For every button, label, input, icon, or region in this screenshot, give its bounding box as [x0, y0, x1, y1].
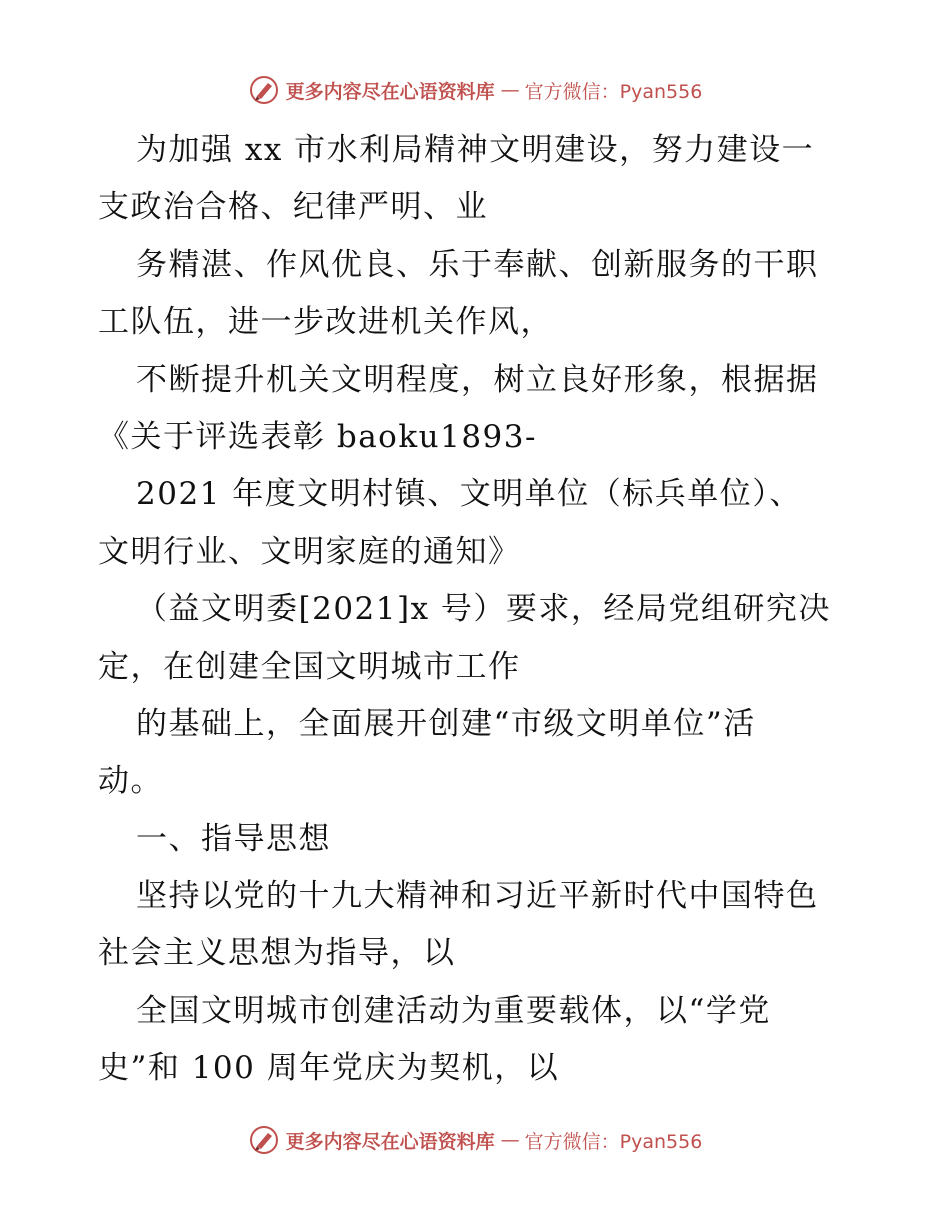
banner-brand: 更多内容尽在心语资料库 [285, 1130, 495, 1153]
footer-banner [0, 1120, 950, 1160]
text-line: 史”和 100 周年党庆为契机，以 [98, 1050, 560, 1087]
text-line: （益文明委[2021]x 号）要求，经局党组研究决 [136, 591, 831, 628]
banner-separator: — [500, 79, 519, 101]
banner-brand: 更多内容尽在心语资料库 [285, 80, 495, 103]
text-line: 定，在创建全国文明城市工作 [98, 648, 521, 685]
text-line: 的基础上，全面展开创建“市级文明单位”活 [136, 705, 756, 742]
text-line: 《关于评选表彰 baoku1893- [98, 418, 537, 455]
text-line: 为加强 xx 市水利局精神文明建设，努力建设一 [136, 132, 815, 168]
text-line: 工队伍，进一步改进机关作风， [98, 304, 553, 341]
document-body [98, 122, 858, 1098]
text-line: 社会主义思想为指导，以 [98, 935, 456, 972]
text-line: 动。 [98, 763, 163, 800]
pen-logo-icon [248, 1124, 280, 1156]
banner-contact: 官方微信：Pyan556 [524, 1130, 703, 1153]
text-line: 全国文明城市创建活动为重要载体，以“学党 [136, 992, 771, 1029]
section-heading: 一、指导思想 [136, 820, 331, 857]
text-line: 务精湛、作风优良、乐于奉献、创新服务的干职 [136, 246, 819, 283]
text-line: 2021 年度文明村镇、文明单位（标兵单位）、 [136, 476, 802, 513]
text-line: 坚持以党的十九大精神和习近平新时代中国特色 [136, 878, 819, 915]
text-line: 不断提升机关文明程度，树立良好形象，根据据 [136, 361, 819, 398]
text-line: 文明行业、文明家庭的通知》 [98, 533, 521, 570]
banner-separator: — [500, 1129, 519, 1151]
header-banner [0, 70, 950, 110]
banner-contact: 官方微信：Pyan556 [524, 80, 703, 103]
text-line: 支政治合格、纪律严明、业 [98, 189, 488, 226]
pen-logo-icon [248, 74, 280, 106]
